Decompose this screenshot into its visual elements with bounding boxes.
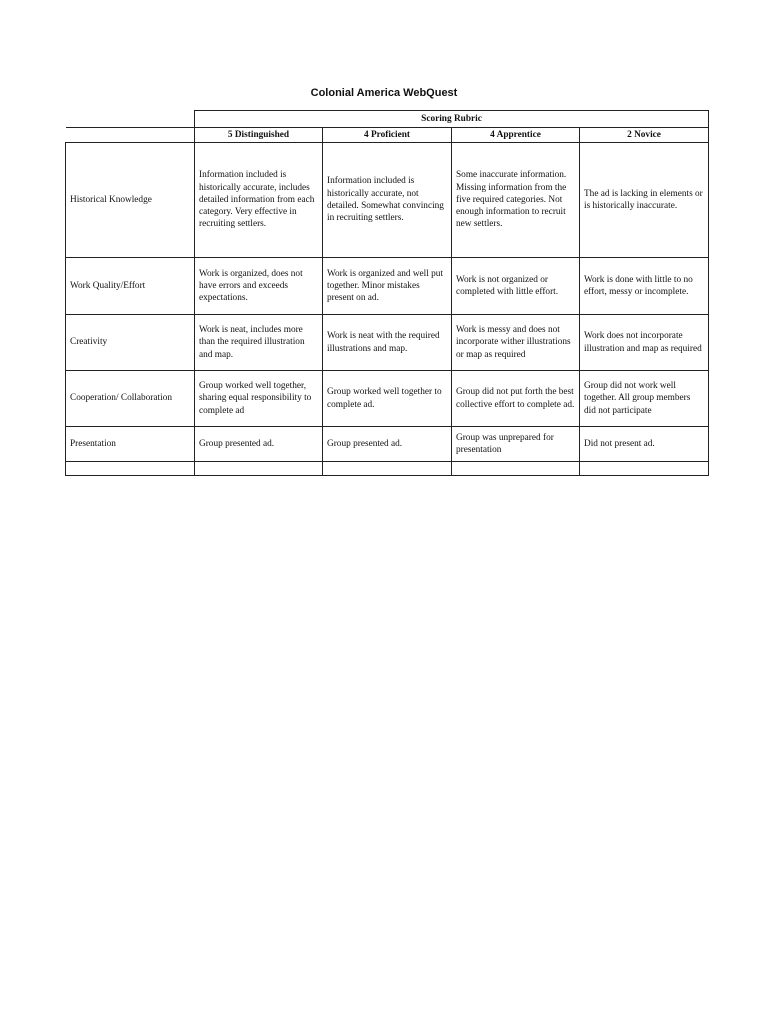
rubric-cell: Group worked well together to complete ad. — [323, 371, 452, 427]
rubric-cell: Work is not organized or completed with little effort. — [452, 258, 580, 315]
rubric-cell: Information included is historically accurate, includes detailed information from each category. Very effective in recruiting settlers. — [195, 143, 323, 258]
rubric-cell: Some inaccurate information. Missing information from the five required categories. Not enough information to recruit new settlers. — [452, 143, 580, 258]
row-category-label: Creativity — [66, 315, 195, 371]
rubric-cell: Work is messy and does not incorporate wither illustrations or map as required — [452, 315, 580, 371]
level-header-row — [66, 128, 709, 143]
scoring-rubric-table — [65, 110, 709, 476]
row-category-label: Work Quality/Effort — [66, 258, 195, 315]
rubric-cell: Information included is historically accurate, not detailed. Somewhat convincing in recruiting settlers. — [323, 143, 452, 258]
rubric-caption-row — [66, 111, 709, 128]
document-title: Colonial America WebQuest — [310, 87, 458, 99]
table-row — [66, 143, 709, 258]
corner-cell — [66, 111, 195, 128]
table-row — [66, 427, 709, 462]
rubric-cell: Did not present ad. — [580, 427, 709, 462]
rubric-cell: Work is organized and well put together. Minor mistakes present on ad. — [323, 258, 452, 315]
level-header-proficient: 4 Proficient — [323, 128, 452, 143]
level-header-novice: 2 Novice — [580, 128, 709, 143]
empty-table-row — [66, 462, 709, 476]
table-row — [66, 315, 709, 371]
empty-cell — [580, 462, 709, 476]
rubric-cell: Group presented ad. — [195, 427, 323, 462]
empty-cell — [452, 462, 580, 476]
rubric-cell: Work is neat with the required illustrations and map. — [323, 315, 452, 371]
rubric-cell: Work is done with little to no effort, messy or incomplete. — [580, 258, 709, 315]
rubric-cell: Group presented ad. — [323, 427, 452, 462]
rubric-cell: Group did not work well together. All group members did not participate — [580, 371, 709, 427]
corner-cell — [66, 128, 195, 143]
rubric-cell: Work does not incorporate illustration and map as required — [580, 315, 709, 371]
rubric-cell: Work is neat, includes more than the required illustration and map. — [195, 315, 323, 371]
rubric-caption: Scoring Rubric — [195, 111, 709, 128]
rubric-cell: The ad is lacking in elements or is historically inaccurate. — [580, 143, 709, 258]
rubric-cell: Group did not put forth the best collective effort to complete ad. — [452, 371, 580, 427]
row-category-label: Presentation — [66, 427, 195, 462]
empty-cell — [195, 462, 323, 476]
row-category-label: Historical Knowledge — [66, 143, 195, 258]
level-header-apprentice: 4 Apprentice — [452, 128, 580, 143]
level-header-distinguished: 5 Distinguished — [195, 128, 323, 143]
rubric-cell: Group was unprepared for presentation — [452, 427, 580, 462]
table-row — [66, 371, 709, 427]
rubric-cell: Work is organized, does not have errors and exceeds expectations. — [195, 258, 323, 315]
empty-cell — [323, 462, 452, 476]
rubric-cell: Group worked well together, sharing equal responsibility to complete ad — [195, 371, 323, 427]
empty-cell — [66, 462, 195, 476]
row-category-label: Cooperation/ Collaboration — [66, 371, 195, 427]
table-row — [66, 258, 709, 315]
